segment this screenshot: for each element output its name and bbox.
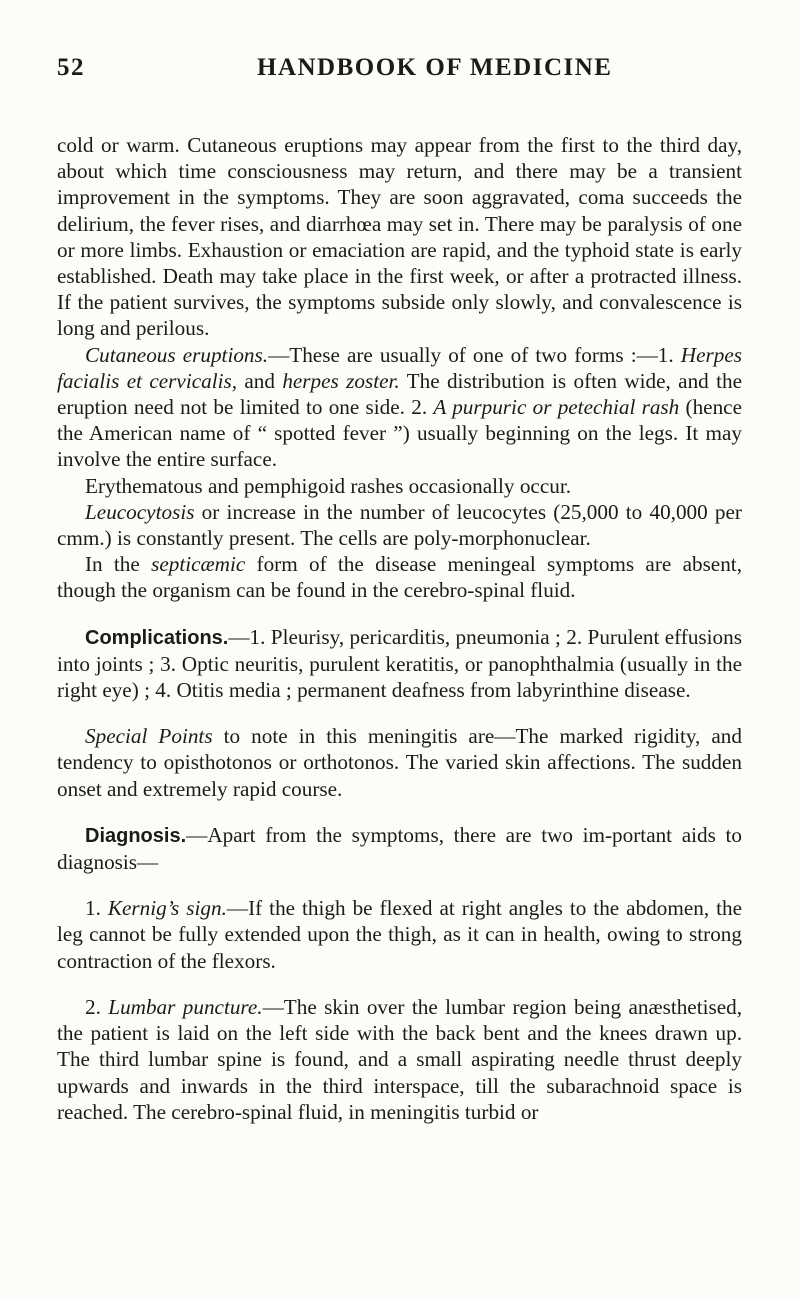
subheading-leucocytosis: Leucocytosis xyxy=(85,499,195,524)
paragraph-special-points xyxy=(57,723,742,802)
italic-term: A purpuric or petechial rash xyxy=(433,395,680,420)
paragraph-cutaneous-eruptions xyxy=(57,342,742,473)
paragraph-leucocytosis xyxy=(57,499,742,551)
paragraph-diagnosis xyxy=(57,822,742,875)
text-segment: (hence the American name of “ spotted fever ”) usually beginning on the legs. It may involve the entire surface. xyxy=(57,395,742,472)
text-segment: —1. Pleurisy, pericarditis, pneumonia ; 2. Purulent effusions into joints ; 3. Optic neuritis, purulent keratitis, or panophthalmia (usually in the right eye) ; 4. Otitis media ; permanent deafness from labyrinthine disease. xyxy=(57,624,742,703)
paragraph-lumbar-puncture xyxy=(57,994,742,1125)
list-number: 1. xyxy=(85,896,108,921)
text-segment: to note in this meningitis are—The marked rigidity, and tendency to opisthotonos or orthotonos. The varied skin affections. The sudden onset and extremely rapid course. xyxy=(57,724,742,801)
text-segment: In the xyxy=(85,552,152,577)
text-segment: and xyxy=(237,368,283,393)
text-segment: or increase in the number of leucocytes (25,000 to 40,000 per cmm.) is constantly present. The cells are poly-morphonuclear. xyxy=(57,499,742,551)
paragraph-kernig-sign xyxy=(57,895,742,974)
italic-term: Herpes facialis et cervicalis, xyxy=(57,342,742,393)
heading-diagnosis: Diagnosis. xyxy=(85,824,187,847)
text-segment: —Apart from the symptoms, there are two im-portant aids to diagnosis— xyxy=(57,822,742,875)
paragraph-continuation: cold or warm. Cutaneous eruptions may appear from the first to the third day, about which time consciousness may return, and there may be a transient improvement in the symptoms. They are soon aggravated, coma succeeds the delirium, the fever rises, and diarrhœa may set in. There may be paralysis of one or more limbs. Exhaustion or emaciation are rapid, and the typhoid state is early established. Death may take place in the first week, or after a protracted illness. If the patient survives, the symptoms subside only slowly, and convalescence is long and perilous. xyxy=(57,133,742,341)
subheading-kernig-sign: Kernig’s sign. xyxy=(107,896,227,921)
text-segment: —These are usually of one of two forms :—1. xyxy=(268,342,681,367)
page-body xyxy=(57,132,742,1125)
list-number: 2. xyxy=(85,994,109,1019)
paragraph-complications xyxy=(57,624,742,704)
italic-term: septicæmic xyxy=(151,552,246,577)
text-segment: The distribution is often wide, and the eruption need not be limited to one side. 2. xyxy=(57,368,742,420)
running-title: HANDBOOK OF MEDICINE xyxy=(257,54,613,81)
text-segment: form of the disease meningeal symptoms are absent, though the organism can be found in the cerebro-spinal fluid. xyxy=(57,552,742,603)
paragraph-rashes: Erythematous and pemphigoid rashes occasionally occur. xyxy=(85,473,571,498)
subheading-lumbar-puncture: Lumbar puncture. xyxy=(108,994,263,1019)
paragraph-septicaemic xyxy=(57,551,742,603)
page-number: 52 xyxy=(57,54,85,81)
subheading-cutaneous-eruptions: Cutaneous eruptions. xyxy=(85,342,269,367)
running-head xyxy=(57,54,742,94)
italic-term: herpes zoster. xyxy=(282,368,400,393)
subheading-special-points: Special Points xyxy=(85,724,213,749)
heading-complications: Complications. xyxy=(85,626,229,649)
text-segment: —The skin over the lumbar region being anæsthetised, the patient is laid on the left side with the back bent and the knees drawn up. The third lumbar spine is found, and a small aspirating needle thrust deeply upwards and inwards in the third interspace, till the subarachnoid space is reached. The cerebro-spinal fluid, in meningitis turbid or xyxy=(57,994,743,1124)
text-segment: —If the thigh be flexed at right angles to the abdomen, the leg cannot be fully extended upon the thigh, as it can in health, owing to strong contraction of the flexors. xyxy=(57,896,742,973)
